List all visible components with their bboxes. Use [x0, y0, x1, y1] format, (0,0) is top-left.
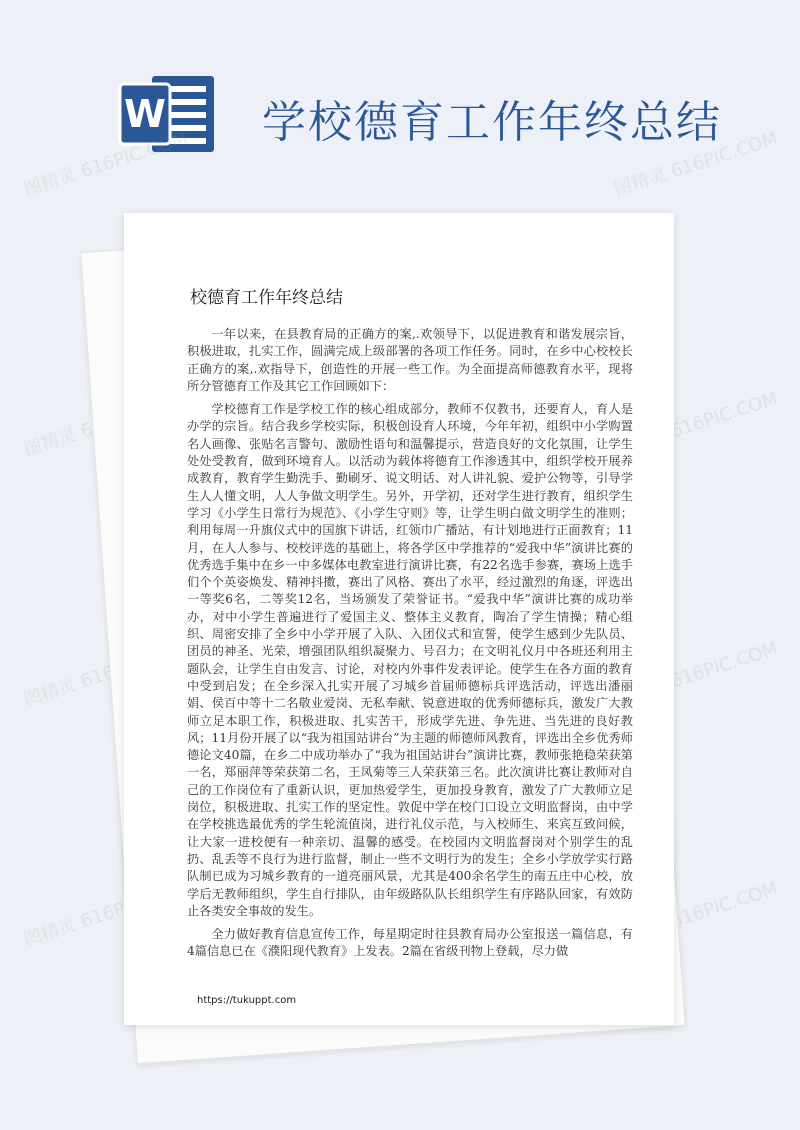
watermark: 图精灵 616PIC.COM	[21, 638, 191, 711]
document-body	[187, 326, 633, 967]
footer-link[interactable]: https://tukuppt.com	[197, 995, 297, 1006]
paragraph: 全力做好教育信息宣传工作，每星期定时往县教育局办公室报送一篇信息，有4篇信息已在《濮阳现代教育》上发表。2篇在省级刊物上登载，尽力做	[187, 927, 633, 959]
paragraph: 学校德育工作是学校工作的核心组成部分，教师不仅教书，还要育人，育人是办学的宗旨。结合我乡学校实际，积极创设育人环境，今年年初，组织中小学购置名人画像、张贴名言警句、激励性语句和温馨提示，营造良好的文化氛围，让学生处处受教育，做到环境育人。以活动为载体将德育工作渗透其中，组织学校开展养成教育，教育学生勤洗手、勤刷牙、说文明话、对人讲礼貌、爱护公物等，引导学生人人懂文明，人人争做文明学生。另外，开学初，还对学生进行教育，组织学生学习《小学生日常行为规范》、《小学生守则》等，让学生明白做文明学生的准则；利用每周一升旗仪式中的国旗下讲话，红领巾广播站，有计划地进行正面教育；11月，在人人参与、校校评选的基础上，将各学区中学推荐的“爱我中华”演讲比赛的优秀选手集中在乡一中多媒体电教室进行演讲比赛，有22名选手参赛，赛场上选手们个个英姿焕发、精神抖擞，赛出了风格、赛出了水平，经过激烈的角逐，评选出一等奖6名，二等奖12名，当场颁发了荣誉证书。“爱我中华”演讲比赛的成功举办，对中小学生普遍进行了爱国主义、整体主义教育，陶冶了学生情操；精心组织、周密安排了全乡中小学开展了入队、入团仪式和宣誓，使学生感到少先队员、团员的神圣、光荣，增强团队组织凝聚力、号召力；在文明礼仪月中各班还利用主题队会，让学生自由发言、讨论，对校内外事件发表评论。使学生在各方面的教育中受到启发；在全乡深入扎实开展了习城乡首届师德标兵评选活动，评选出潘丽娟、侯百中等十二名敬业爱岗、无私奉献、锐意进取的优秀师德标兵，激发广大教师立足本职工作，积极进取、扎实苦干，形成学先进、争先进、当先进的良好教风；11月份开展了以“我为祖国站讲台”为主题的师德师风教育，评选出全乡优秀师德论文40篇，在乡二中成功举办了“我为祖国站讲台”演讲比赛，教师张艳稳荣获第一名，郑丽萍等荣获第二名，王凤菊等三人荣获第三名。此次演讲比赛让教师对自己的工作岗位有了重新认识，更加热爱学生，更加投身教育，激发了广大教师立足岗位，积极进取、扎实工作的坚定性。敦促中学在校门口设立文明监督岗，由中学在学校挑选最优秀的学生轮流值岗，进行礼仪示范，与入校师生、来宾互致问候，让大家一进校便有一种亲切、温馨的感受。在校园内文明监督岗对个别学生的乱扔、乱丢等不良行为进行监督，制止一些不文明行为的发生；全乡小学放学实行路队制已成为习城乡教育的一道亮丽风景，尤其是400余名学生的南五庄中心校，放学后无教师组织，学生自行排队，由年级路队队长组织学生有序路队回家，有效防止各类安全事故的发生。	[187, 402, 633, 918]
watermark: 图精灵 616PIC.COM	[611, 878, 781, 951]
watermark: 图精灵 616PIC.COM	[21, 128, 191, 201]
word-document-icon	[118, 72, 218, 156]
page-title: 学校德育工作年终总结	[262, 97, 722, 148]
watermark: 图精灵 616PIC.COM	[611, 638, 781, 711]
watermark: 图精灵	[21, 424, 80, 461]
document-title: 校德育工作年终总结	[190, 288, 343, 308]
paragraph: 一年以来，在县教育局的正确方的案,.欢领导下，以促进教育和谐发展宗旨，积极进取，扎实工作，圆满完成上级部署的各项工作任务。同时，在乡中心校校长正确方的案,.欢指导下，创造性的开展一些工作。为全面提高师德教育水平，现将所分管德育工作及其它工作回顾如下：	[187, 327, 633, 393]
word-icon-letter: W	[124, 92, 166, 136]
watermark: 图精灵 616PIC.COM	[611, 388, 781, 461]
document-page	[124, 213, 674, 1025]
watermark: 图精灵 616PIC.COM	[21, 878, 191, 951]
watermark: 图精灵 616PIC.COM	[611, 128, 781, 201]
page-header	[0, 0, 800, 190]
